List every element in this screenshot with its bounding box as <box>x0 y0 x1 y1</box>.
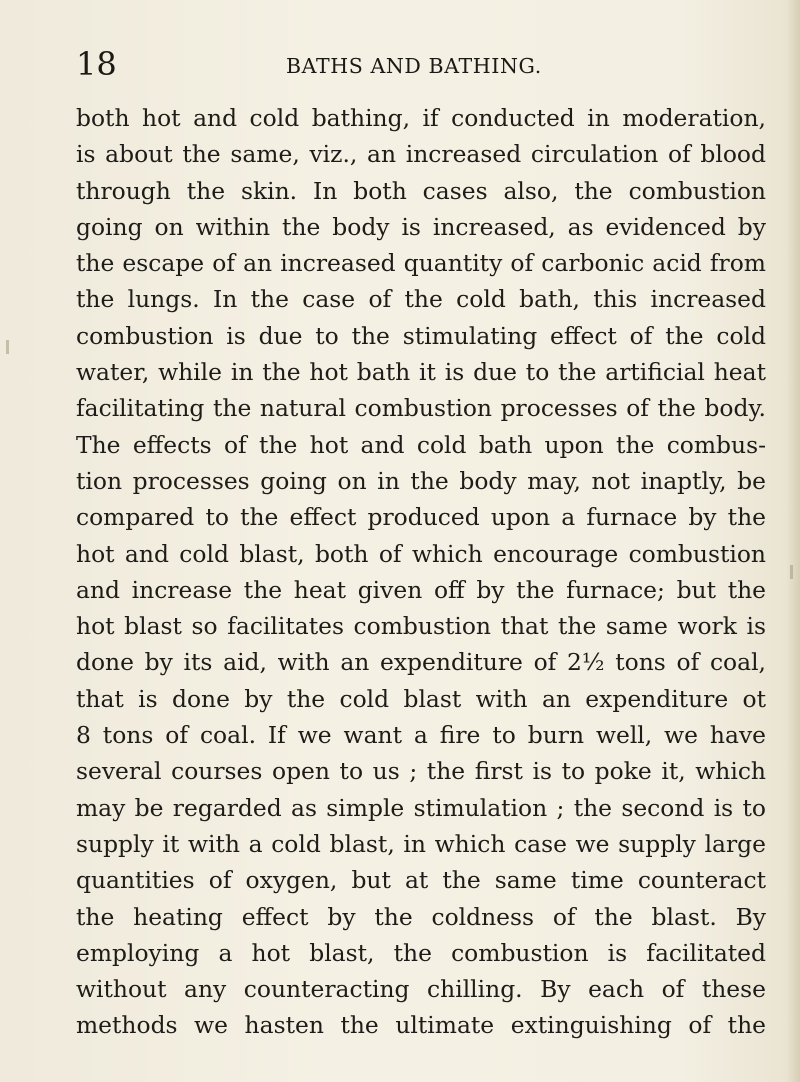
page-header <box>76 44 756 84</box>
page-edge-shadow <box>786 0 800 1082</box>
text-line: employing a hot blast, the combustion is facilitated <box>76 938 766 967</box>
margin-mark <box>6 340 9 354</box>
text-line: compared to the effect produced upon a furnace by the <box>76 503 766 532</box>
text-line: the lungs. In the case of the cold bath, this increased <box>76 285 766 314</box>
text-line: and increase the heat given off by the furnace; but the <box>76 575 766 604</box>
text-line: several courses open to us ; the first is to poke it, which <box>76 757 766 786</box>
text-line: quantities of oxygen, but at the same time counteract <box>76 866 766 895</box>
page-number: 18 <box>76 45 117 83</box>
text-line: supply it with a cold blast, in which case we supply large <box>76 829 766 858</box>
text-line: through the skin. In both cases also, the combustion <box>76 176 766 205</box>
text-line: both hot and cold bathing, if conducted in moderation, <box>76 104 766 132</box>
body-paragraph <box>76 100 766 1044</box>
text-line: the heating effect by the coldness of the blast. By <box>76 902 766 931</box>
text-line: hot blast so facilitates combustion that the same work is <box>76 612 766 641</box>
text-line: facilitating the natural combustion processes of the body. <box>76 394 766 423</box>
text-line: hot and cold blast, both of which encourage combustion <box>76 539 766 568</box>
text-line: the escape of an increased quantity of carbonic acid from <box>76 249 766 278</box>
text-line: done by its aid, with an expenditure of 2½ tons of coal, <box>76 648 766 677</box>
text-line: that is done by the cold blast with an expenditure ot <box>76 684 766 713</box>
text-line: combustion is due to the stimulating effect of the cold <box>76 321 766 350</box>
text-line: The effects of the hot and cold bath upon the combus- <box>76 430 766 459</box>
text-line: 8 tons of coal. If we want a fire to burn well, we have <box>76 721 766 750</box>
text-line: is about the same, viz., an increased circulation of blood <box>76 140 766 169</box>
margin-mark <box>790 565 793 579</box>
running-head: BATHS AND BATHING. <box>286 54 542 78</box>
text-line: methods we hasten the ultimate extinguishing of the <box>76 1011 766 1040</box>
text-line: tion processes going on in the body may, not inaptly, be <box>76 466 766 495</box>
text-line: going on within the body is increased, as evidenced by <box>76 212 766 241</box>
text-line: may be regarded as simple stimulation ; the second is to <box>76 793 766 822</box>
text-line: water, while in the hot bath it is due to the artificial heat <box>76 358 766 387</box>
text-line: without any counteracting chilling. By each of these <box>76 975 766 1004</box>
